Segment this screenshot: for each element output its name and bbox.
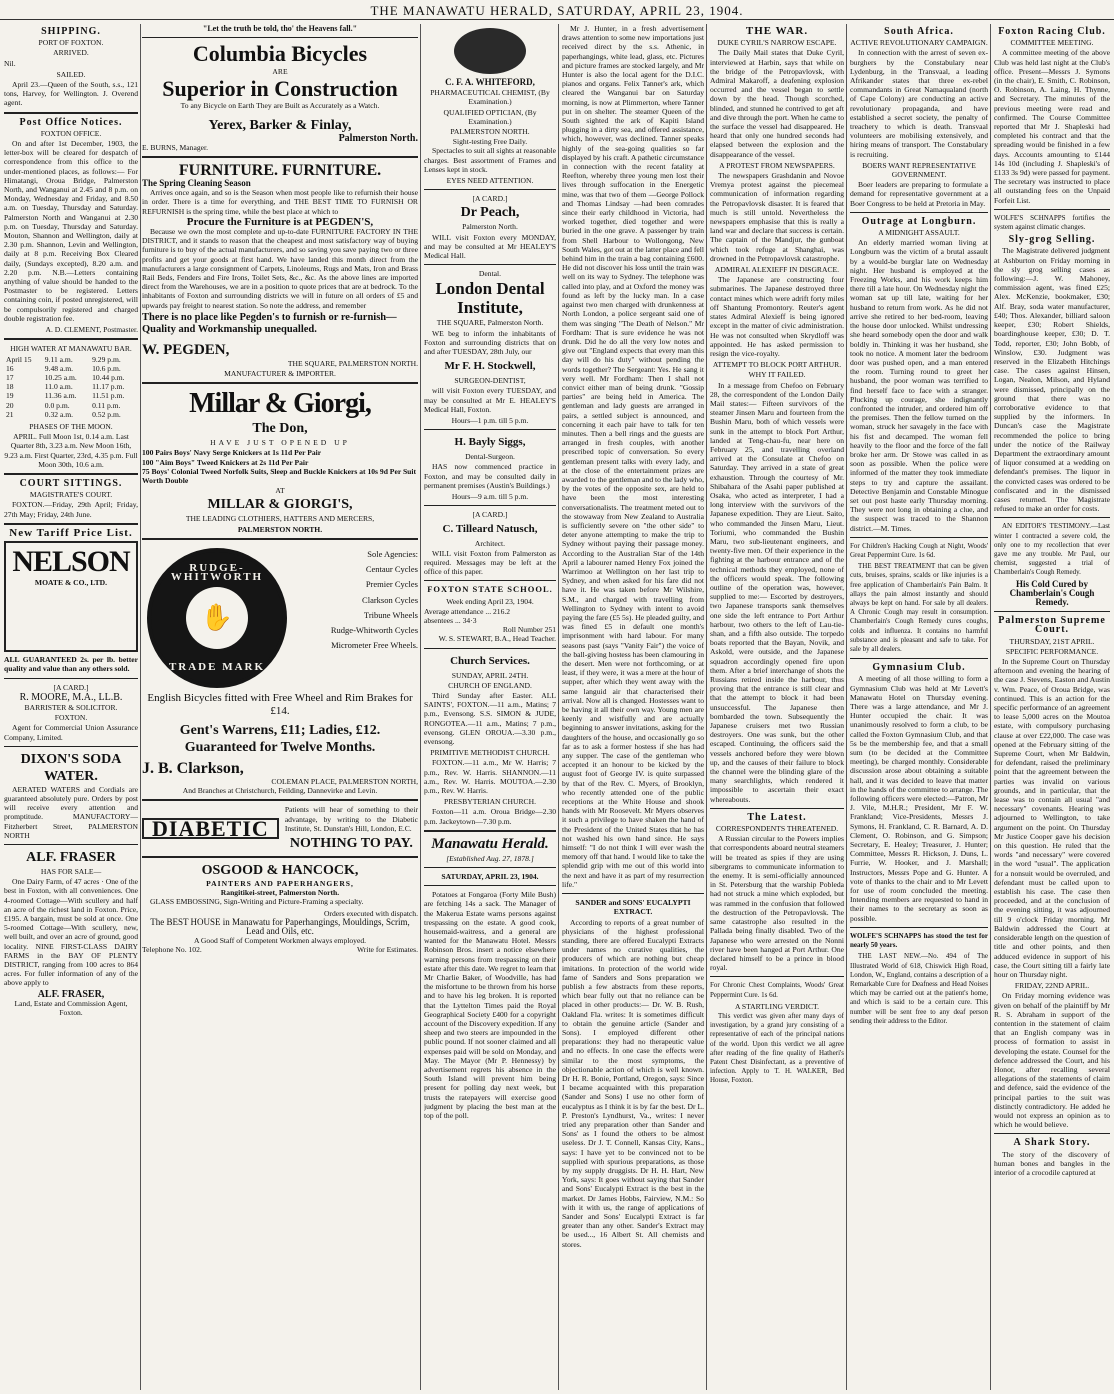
hours: Hours—1 p.m. till 5 p.m. (451, 416, 529, 426)
moore-sub: BARRISTER & SOLICITOR. (24, 702, 118, 712)
sailed-text: April 23.—Queen of the South, s.s., 121 tons, Harvey, for Wellington. J. Overend agent. (4, 80, 138, 108)
pegden-title: W. PEGDEN, (142, 341, 230, 358)
yerex-place: Palmerston North. (338, 132, 418, 144)
superior-title: Superior in Construction (162, 76, 398, 102)
card-label: [A CARD.] (472, 194, 508, 204)
supreme-court-heading: Palmerston Supreme Court. (998, 615, 1106, 636)
tide-cell: 11.51 p.m. (92, 391, 125, 401)
week-ending: Week ending April 23, 1904. (446, 596, 534, 606)
shark-text: The story of the discovery of human bones and bangles in the interior of a crocodile captured at (994, 1149, 1110, 1177)
best-house: The BEST HOUSE in Manawatu for Paperhangings, Mouldings, Scrim, Lead and Oils, etc. (150, 916, 410, 936)
verdict-text: This verdict was given after many days of investigation, by a grand jury consisting of a representative of each of the principal nations of the world. Upon this verdict we all agree after reading of the fine quality of Hatheri's Patent Chest Disinfectant, as a preventive of infection. Apply to T. H. WALKER, Bed House, Foxton. (710, 1011, 844, 1085)
sly-grog-text: The Magistrate delivered judgment at Ashburton on Friday morning in the sly grog selling cases as following:—J. W. Mahoney, commission agent, was fined £25; Alex. McKenzie, bookmaker, £30; Alf. Bray, soda water manufacturer, £40; Thos. Alexander, billiard saloon keeper, £30; Robert Shields, boardinghouse keeper, £30; D. T. Todd, reporter, £30; John Bobb, of Winslow, £30. Judgment was reserved in the Elizabeth Hitchings case. The cases against Hinsen, Logan, Nealon, Milson, and Hyland were dismissed, principally on the ground that there was no corroborative evidence to that supplied by the informers. In Duncan's case the Magistrate recommended the police to bring under the notice of the Railway Department the extraordinary amount of liquor consumed at a wedding on defendant's premises. The liquor in the convicted cases was ordered to be confiscated and in the dismissed cases returned. The Magistrate refused to make an order for costs. (994, 246, 1110, 514)
deafness-ad: THE LAST NEW.—No. 494 of The Illustrated World of 618, Chiswick High Road, London, W., England, contains a description of a Remarkable Cure for Deafness and Head Noises which may be carried out at the patient's home, and which is said to be a certain cure. This number will be sent free to any deaf person sending their address to the Editor. (850, 952, 988, 1025)
tide-table (4, 355, 138, 419)
cofe-heading: CHURCH OF ENGLAND. (448, 680, 532, 690)
boers-sub: BOERS WANT REPRESENTATIVE GOVERNMENT. (862, 160, 976, 180)
port-label: PORT OF FOXTON. (38, 38, 104, 48)
sander-heading: SANDER and SONS' EUCALYPTI EXTRACT. (575, 898, 691, 917)
are-text: ARE (272, 67, 288, 77)
why-sub: WHY IT FAILED. (748, 370, 806, 380)
millar-title: Millar & Giorgi, (189, 388, 371, 420)
tide-heading: HIGH WATER AT MANAWATU BAR. (10, 344, 132, 354)
church-heading: Church Services. (450, 654, 530, 667)
diabetic-text: Patients will hear of something to their advantage, by writing to the Diabetic Institute, St. Dunstan's Hill, London, E.C. (284, 805, 418, 833)
moon-text: APRIL. Full Moon 1st, 0.14 a.m. Last Quarter 8th, 3.23 a.m. New Moon 16th, 9.23 a.m. First Quarter, 23rd, 4.35 p.m. Full Moon 30th, 10.6 a.m. (4, 432, 138, 469)
admiral-sub: ADMIRAL ALEXIEFF IN DISGRACE. (714, 265, 840, 275)
protest-sub: A PROTEST FROM NEWSPAPERS. (719, 160, 835, 170)
tide-cell: 11.17 p.m. (92, 382, 125, 392)
latest-text: A Russian circular to the Powers implies that correspondents aboard neutral steamers will be treated as spies if they are using sibergrams to communicate information to the enemy. It is semi-officially announced in St. Petersburg that the warship Pobleda had not struck a mine which exploded, but was rammed in the confusion that followed the destruction of the Petropavlovsk. The same catastrophe also resulted in the Pallada being finally disabled. Two of the Japanese who were arrested on the Nonni river have been hanged at Port Arthur. One declared himself to be a prince in blood royal. (710, 834, 844, 973)
no-place: There is no place like Pegden's to furnish or re-furnish—Quality and Workmanship unequalled. (142, 311, 397, 335)
column-2 (142, 24, 418, 1390)
stockwell-name: Mr F. H. Stockwell, (444, 360, 536, 373)
schnapps-ad: WOLFE'S SCHNAPPS has stood the test for nearly 50 years. (850, 931, 988, 950)
wheel-top-text: RUDGE-WHITWORTH (170, 561, 264, 584)
moore-name: R. MOORE, M.A., LL.B. (19, 691, 123, 703)
tide-cell: 11.36 a.m. (44, 391, 77, 401)
specific-sub: SPECIFIC PERFORMANCE. (1005, 646, 1099, 656)
tide-row (4, 401, 138, 410)
nelson-title: NELSON (12, 544, 130, 578)
nothing-to-pay: NOTHING TO PAY. (289, 835, 413, 851)
sunday-date: SUNDAY, APRIL 24TH. (451, 670, 529, 680)
pegden-address: THE SQUARE, PALMERSTON NORTH. (287, 358, 418, 368)
optician: QUALIFIED OPTICIAN, (By Examination.) (443, 107, 537, 126)
pharmacist: PHARMACEUTICAL CHEMIST, (By Examination.) (430, 88, 550, 107)
palmerston-north: PALMERSTON NORTH. (237, 524, 323, 534)
peach-place: Palmerston North. (462, 222, 518, 232)
nelson-note: ALL GUARANTEED 2s. per lb. better quality and value than any others sold. (4, 655, 138, 674)
post-sign: A. D. CLEMENT, Postmaster. (45, 325, 138, 335)
primitive-text: FOXTON.—11 a.m., Mr W. Harris; 7 p.m., Rev. W. Harris. SHANNON.—11 a.m., Rev. W. Harris. MOUTOA.—2.30 p.m., Rev. W. Harris. (424, 758, 556, 795)
tide-cell: 19 (6, 391, 14, 401)
tide-cell: 9.29 p.m. (92, 354, 121, 364)
cofe-text: Third Sunday after Easter. ALL SAINTS', FOXTON.—11 a.m., Matins; 7 p.m., Evensong. S.S. SIMON & JUDE, RONGOTEA.—11 a.m., Matins; 7 p.m., evensong. GLEN OROUA.—3.30 p.m., evensong. (424, 690, 556, 746)
clarkson-address: COLEMAN PLACE, PALMERSTON NORTH, (271, 776, 418, 786)
hand-icon: ✋ (186, 587, 248, 649)
cough-text: THE BEST TREATMENT that can be given cuts, bruises, sprains, scalds or like injuries is a free application of Chamberlain's Pain Balm. It allays the pain almost instantly and should always be kept on hand. For sale by all dealers. A Chronic Cough may result in consumption. Chamberlain's Cough Remedy cures coughs, colds and influenza. It contains no harmful substance and is pleasant and safe to take. For sale by all dealers. (850, 562, 988, 653)
procure-text: Because we own the most complete and up-to-date FURNITURE FACTORY IN THE DISTRICT, and it stands to reason that the cheapest and most satisfactory way of buying furniture is to buy of the actual manufacturers, and so saving you save paying two or three profits and get your goods at first hand. We have landed this month direct from the manufacturers a large consignment of Carpets, Linoleums, Rugs and Mats, Iron and Brass Rail Beds, Fenders and Fire Irons, Toilet Sets, &c., &c. As the above lines are imported direct from the Warehouses, we are in a position to quote prices that are at bedrock. To the inhabitants of Foxton and surrounding districts we will in future on all orders of £5 and upwards pay freight to nearest station. So note the address, and remember (142, 227, 418, 310)
tide-cell: 10.6 p.m. (92, 363, 121, 373)
telephone: Telephone No. 102. (142, 945, 202, 955)
local-news-2: Mr J. Hunter, in a fresh advertisement draws attention to some new importations just received direct by the s.s. Athenic, in paperhangings, white lead, glass, etc. Pictures and picture frames are stocked largely, and Mr Hunter is also the local agent for the D.I.C. pianos and organs. Felix Tanner's ark, which cleared the Wanganui bar on Saturday morning, is now at Plimmerton, where Tanner put in on shelter. The steamer Queen of the South sighted the ark of Kapiti Island plugging in a dirty sea, and offered assistance, which, however, was declined. Tanner speaks highly of the sea-going qualities so far displayed by his craft. A pathetic circumstance in connection with the recent fatality at Reefton, whereby three young men lost their lives through suffocation in the Energetic mine, was that two of them —George Pollock and Thomas Lindsay —had been comrades since their early childhood in Victoria, had worked together, died together and were buried in the one grave. A passenger by train from Shell Harbour to Wollongong, New South Wales, got out at the latter place and fell behind him in the train a bag containing £600. He did not discover his loss until the train was well on its way to Sydney. The telephone was called into play, and at Oxford the money was found as left by the lucky man. In a case against two men charged with drunkenness at North London, a police sergeant said one of them was singing "The Death of Nelson." Mr Fordham: That is sure evidence he was not drunk. Did he do all the very low notes and give out "England expects that every man this day will do his duty" without pending the words together? The Sergeant: Yes. He sang it very well. Mr Fordham: Then I shall not convict either man of being drunk. "Gossip parties" are being held in America. The gentleman and lady guests are arranged in pairs, a settled subject is announced, and concerning it each pair have to talk for ten minutes. Then a bell rings and the guests are arranged in fresh couples, with another prescribed topic of conversation. So every gentleman present talks with every lady, and at the close of the entertainment prizes are awarded to the gentleman and to the lady who, by the votes of the opposite sex, are held to have been the most interesting conversationalists. The treatment meted out to the stowaway from New Zealand to Australia is sufficiently severe on "the other side" to deter anyone attempting to make the trip to Sydney without paying their passage money. According to the Australian Star of the 14th April a labourer named Henry Fox joined the Warrimoo at Wellington on her last trip to Sydney, and when asked for his fare did not have it. He was taken before Mr Wilshire, S.M., and charged with travelling from Wellington to Sydney with intent to avoid paying the fare (£5 5s). He pleaded guilty, and was fined £5 in default one month's imprisonment with hard labour. For many seasons past (says "Vanity Fair") the voice of the ball-giving hostess has been clamouring in the desert. Men were not forthcoming, or at least, if they were, it was a mere at the hour of supper, after which they went away with the same languid air that characterised their arrival. Now all is changed. Hostesses want to be having it all their own way. Young men are keenly and wistfully and are actually beginning to answer invitations, asking for the daughters of the house, and occasionally go so far as to ask a former hostess if she has had any supper. The case of the gentleman who accepted it an honour to be kicked by the august foot of George IV. is quite surpassed by that of the Rev. C. Myers, of Brooklyn, who recently attended one of the public receptions at the White House and shook hands with Mr Roosevelt. Mr Myers observes it such a privilege to have shaken the hand of the President of the United States that he has not washed his own hand since. He says himself: "I do not think I will ever wash the memory off that hand. I would like to take the splendid grip with me out of this world into the next and have it as part of my resurrection life." (562, 24, 704, 889)
south-africa-heading: South Africa. (884, 26, 954, 37)
tide-cell: 21 (6, 409, 14, 419)
midnight-sub: A MIDNIGHT ASSAULT. (878, 228, 960, 238)
peppermint-ad: For Chronic Chest Complaints, Woods' Great Peppermint Cure. 1s 6d. (710, 981, 844, 999)
column-5 (710, 24, 844, 1390)
diabetic-box: DIABETIC (142, 818, 279, 839)
clarkson-title: J. B. Clarkson, (142, 759, 244, 777)
tide-cell: 17 (6, 372, 14, 382)
agency-item: Centaur Cycles (365, 564, 418, 575)
sander-text: According to reports of a great number of physicians of the highest professional standing, there are offered Eucalypti Extracts under names no curative qualities, the producers of which are nothing but cheap imitations. In protection of the world wide fame of Sanders and Sons preparation we publish a few abstracts from these reports, which bear fully out that no reliance can be placed in other products:— Dr. W. B. Rush, Oakland Fla. writes: It is sometimes difficult to obtain the genuine article (Sander and Sons). I employed different other preparations: they had no therapeutic value and no effects. In one case the effects were similar to the most symptoms, the objectionable action of which is well known. Dr H. R. Bonie, Portland, Oregon, says: Since I became acquainted with this preparation (Sander and Sons) I use no other form of eucalyptus as I think it is by far the best. Dr L. P. Preston's Lyndhurst, Va., writes: I never tried any preparation other than Sander and Sons' as I found the others to be almost useless. Dr J. T. Connell, Kansas City, Kans., says: I have yet to be convinced not to be supplied with spurious preparations, as those by my supply druggists. Dr H. H. Hart, New York, says: It goes without saying that Sander and Sons' Eucalypti Extract is the best in the market. Dr James Hobbs, Fairview, N.M.: So with it with us, the range of applications of Sander and Sons' Eucalypti Extract is far greater than any other. Sander's Extract may be used..., 16 Albert St. All chemists and stores. (562, 917, 704, 1249)
spring-text: Arrives once again, and so is the Season when most people like to refurnish their house in order. There is a time for everything, and THE BEST TIME TO FURNISH OR REFURNISH is the spring time, while the best place at which to (142, 188, 418, 216)
siggs-hours: Hours—9 a.m. till 5 p.m. (451, 492, 529, 502)
osgood-title: OSGOOD & HANCOCK, (201, 862, 359, 878)
outrage-heading: Outrage at Longburn. (861, 215, 977, 227)
card-label-2: [A CARD.] (472, 510, 508, 520)
spectacles-text: Spectacles to suit all sights at reasonable charges. Best assortment of Frames and Lenses kept in stock. (424, 146, 556, 174)
duke-sub: DUKE CYRIL'S NARROW ESCAPE. (717, 38, 837, 48)
spring-title: The Spring Cleaning Season (142, 178, 251, 189)
moore-text: Agent for Commercial Union Assurance Company, Limited. (4, 723, 138, 742)
presbyterian-text: Foxton—11 a.m. Oroua Bridge—2.30 p.m. Jackeytown—7.30 p.m. (424, 807, 556, 826)
presbyterian-heading: PRESBYTERIAN CHURCH. (444, 797, 536, 807)
portrait-image (454, 28, 526, 74)
court-heading: COURT SITTINGS. (19, 477, 123, 489)
verdict-heading: A STARTLING VERDICT. (734, 1001, 820, 1011)
cold-cured: His Cold Cured by Chamberlain's Cough Remedy. (1009, 578, 1095, 607)
millar-title-2: MILLAR & GIORGI'S, (207, 497, 353, 513)
tide-cell: 9.11 a.m. (44, 354, 73, 364)
masthead: THE MANAWATU HERALD, SATURDAY, APRIL 23, 1904. (0, 0, 1114, 20)
peach-text: WILL visit Foxton every MONDAY, and may be consulted at Mr HEALEY'S Medical Hall. (424, 232, 556, 261)
tide-cell: 10.25 a.m. (44, 372, 77, 382)
friday-text: On Friday morning evidence was given on behalf of the plaintiff by Mr R. S. Abraham in support of the contention in the statement of claim that an English company was in process of formation to assist in developing the estate. Counsel for the defence addressed the Court, and his Honor, after recalling several allegations of the statements of claim and defence, said the evidence of the principal parties to the suit was distinctly contradictory. He added he would not express an opinion as to which he would believe. (994, 991, 1110, 1130)
sailed-label: SAILED. (56, 69, 86, 79)
nelson-company: MOATE & CO., LTD. (34, 577, 108, 587)
fraser-role: Land, Estate and Commission Agent, Foxton. (14, 998, 128, 1018)
issue-date: SATURDAY, APRIL 23, 1904. (441, 871, 539, 881)
post-sub: FOXTON OFFICE. (40, 128, 102, 138)
wolfe-ad: WOLFE'S SCHNAPPS fortifies the system against climatic changes. (994, 213, 1110, 232)
staff-text: A Good Staff of Competent Workmen always employed. (193, 936, 367, 946)
roll-number: Roll Number 251 (502, 625, 556, 635)
fraser-foot: ALF. FRASER, (37, 988, 105, 1000)
surgeon-dentist: SURGEON-DENTIST, (454, 376, 526, 386)
tide-cell: 0.0 p.m. (44, 400, 70, 410)
tariff-heading: New Tariff Price List. (9, 526, 133, 539)
don-title: The Don, (252, 421, 308, 437)
editor-testimony: AN EDITOR'S TESTIMONY.—Last winter I contracted a severe cold, the only one to my recollection that ever gave me any trouble. Mr Paul, our chemist, suggested a trial of Chamberlain's Cough Remedy. (994, 522, 1110, 577)
manager: E. BURNS, Manager. (142, 142, 209, 152)
latest-heading: The Latest. (747, 811, 807, 823)
natusch-text: WILL visit Foxton from Palmerston as required. Messages may be left at the office of this paper. (424, 548, 556, 577)
fraser-sub: HAS FOR SALE— (40, 867, 102, 876)
tide-row (4, 364, 138, 373)
protest-text: The newspapers Grashdanin and Novoe Vremya protest against the piecemeal communication of information regarding the Petropavlovsk disaster. It is feared that much is still untold. Nevertheless the newspapers emphasise that this is really a land war and declare that success is certain. The captain of the Mandjur, the gunboat which took refuge at Shanghai, was drowned in the Petropavlovsk catastrophe. (710, 171, 844, 263)
tide-cell: 11.0 a.m. (44, 382, 73, 392)
procure-title: Procure the Furniture is at PEGDEN'S, (186, 215, 374, 228)
cough-ad: For Children's Hacking Cough at Night, Woods' Great Peppermint Cure. 1s 6d. (850, 541, 988, 559)
court-sub: MAGISTRATE'S COURT. (29, 490, 113, 500)
attempt-text: In a message from Chefoo on February 28, the correspondent of the London Daily Mail states:— Fifteen survivors of the steamer Jinsen Maru and fourteen from the Bushin Maru, both of which vessels were sunk in the attempt to block Port Arthur, landed at Teng-chau-fu, near here on February 25, and travelling overland arrived at the Consulate at Chefoo on Saturday. They arrived in a state of great exhaustion. Through the courtesy of Mr. Shibahara of the Asahi paper published at Osaka, who acted as interpreter, I had a long interview with the survivors of the Japanese expedition. They are Lieut. Saito, who commanded the Jinsen Maru, Lieut. Toriumi, who commanded the Bushin Maru, two sub-lieutenant engineers, and twenty-five men. Of their experience in the fighting at the harbour entrance and of the technical methods they employed, none of the officers would speak. The following outline of the operation was, however, supplied to me:— Escorted by destroyers, two Japanese transports sank themselves one side the left entrance to Port Arthur harbour, two others to the left of Lau-tie-shan, and a fifth also outside. The torpedo boats reported that the Bayan, Novik, and Askold, were outside, and the Japanese squadron accordingly opened fire upon them. After a brief interchange of shots the Russians retired inside the harbour, thus proving that the entrance is still clear and that the attempt to block it had been unsuccessful. The Japanese then bombarded the town. Subsequently the Japanese cruisers met two Russian destroyers. One was sunk, but the other escaped. Continuing, the officers said the vessels anchored before they were blown up, and the causes of their failure to block the channel were the blinding glare of the many searchlights, which rendered it impossible to ascertain their exact whereabouts. (710, 380, 844, 804)
tide-cell: 0.32 a.m. (44, 409, 74, 419)
primitive-heading: PRIMITIVE METHODIST CHURCH. (430, 748, 550, 758)
agency-item: Rudge-Whitworth Cycles (330, 624, 418, 635)
tide-cell: 0.11 p.m. (92, 400, 121, 410)
agency-item: Tribune Wheels (363, 609, 418, 620)
head-teacher: W. S. STEWART, B.A., Head Teacher. (438, 634, 556, 644)
friday-sub: FRIDAY, 22ND APRIL. (1014, 981, 1090, 991)
war-heading: THE WAR. (745, 25, 809, 37)
school-heading: FOXTON STATE SCHOOL. (427, 584, 553, 595)
gymnasium-heading: Gymnasium Club. (872, 662, 966, 674)
agency-item: Premier Cycles (365, 579, 418, 590)
column-4 (562, 24, 704, 1390)
natusch-name: C. Tilleard Natusch, (442, 522, 538, 535)
wheel-icon (147, 548, 287, 688)
racing-heading: Foxton Racing Club. (998, 26, 1106, 37)
dixon-title: DIXON'S SODA WATER. (20, 751, 122, 784)
boers-text: Boer leaders are preparing to formulate a demand for representative government at a Boer Congress to be held at Pretoria in May. (850, 180, 988, 208)
stockwell-text: will visit Foxton every TUESDAY, and may be consulted at Mr E. HEALEY'S Medical Hall, Foxton. (424, 386, 556, 414)
glass-text: GLASS EMBOSSING, Sign-Writing and Picture-Framing a specialty. (150, 897, 364, 907)
agency-item: Micrometer Free Wheels. (331, 640, 418, 651)
architect: Architect. (474, 538, 506, 548)
peach-name: Dr Peach, (460, 205, 520, 221)
admiral-text: The Japanese are constructing four submarines. The Japanese destroyed three contact mines which were adrift forty miles off Shantung Promontory. Reuter's agent states Admiral Alexieff is being ignored except in the matter of civic administration. He was not consulted when Skrydloff was appointed. He has asked permission to resign the vice-royalty. (710, 275, 844, 358)
boys-line-2: 100 "Aim Boys" Tweed Knickers at 2s 11d Per Pair (142, 457, 309, 467)
whiteford-name: C. F. A. WHITEFORD, (445, 77, 535, 87)
gents-price: Gent's Warrens, £11; Ladies, £12. (179, 722, 381, 738)
square-place: THE SQUARE, Palmerston North. (436, 318, 544, 328)
tide-row (4, 373, 138, 382)
agencies-list (308, 544, 418, 656)
write-estimates: Write for Estimates. (356, 945, 418, 955)
painters: PAINTERS AND PAPERHANGERS, (206, 878, 354, 888)
columbia-title: Columbia Bicycles (192, 41, 368, 67)
guaranteed: Guaranteed for Twelve Months. (184, 739, 376, 755)
pegden-sub: MANUFACTURER & IMPORTER. (224, 369, 336, 379)
herald-title: Manawatu Herald. (431, 835, 549, 852)
eyes-attention: EYES NEED ATTENTION. (446, 176, 534, 186)
column-3 (424, 24, 556, 1390)
motto: "Let the truth be told, tho' the Heavens fall." (202, 24, 358, 33)
rudge-whitworth-logo (142, 548, 292, 688)
tide-cell: 10.44 p.m. (92, 372, 125, 382)
tide-cell: 9.48 a.m. (44, 363, 74, 373)
established: [Established Aug. 27, 1878.] (446, 853, 534, 863)
nil-text: Nil. (4, 58, 16, 68)
furniture-title: FURNITURE. FURNITURE. (178, 162, 382, 180)
english-bicycles: English Bicycles fitted with Free Wheel and Rim Brakes for £14. (147, 691, 413, 717)
opened-text: HAVE JUST OPENED UP (210, 438, 350, 448)
tide-cell: 20 (6, 400, 14, 410)
fraser-text: One Dairy Farm, of 47 acres · One of the best in Foxton, with all conveniences. One 4-roomed Cottage—With scullery and half an acre of the richest land in Foxton. Price, £195. A bargain, must be sold at once. One 5-roomed Cottage—With scullery, new, well built, and over an acre of ground, good locality. NINE FIRST-CLASS DAIRY FARMS in the BAY OF PLENTY DISTRICT, ranging from 100 acres to 864 acres. For fuller information of any of the above apply to (4, 877, 138, 988)
moore-card: [A CARD.] (53, 682, 89, 692)
siggs-name: H. Bayly Siggs, (454, 436, 526, 449)
london-text: WE beg to inform the inhabitants of Foxton and surrounding districts that on and after TUESDAY, 28th July, our (424, 328, 556, 357)
court-text: FOXTON.—Friday, 29th April; Friday, 27th May; Friday, 24th June. (4, 500, 138, 519)
dixon-text: AERATED WATERS and Cordials are guaranteed absolutely pure. Orders by post will receive every attention and promptitude. MANUFACTORY—Fitzherbert Street, PALMERSTON NORTH (4, 784, 138, 840)
court-text: In the Supreme Court on Thursday afternoon and evening the hearing of the case J. Stevens, Easton and Austin v. Wm. Peace, of Oroua Bridge, was continued. This is an action for the specific performance of an agreement to lease 5,000 acres on the Moutoa estate, with compulsory purchasing clause at over £22,000. The case was opened at the February sitting of the Supreme Court, when Mr Baldwin, for defendant, raised the preliminary point that the agreement between the parties was invalid on various grounds, and in particular, that the lease was to contain all usual "and necessary" covenants. Hearing was adjourned to Wellington, to take argument on the point. On Thursday Mr Justice Cooper gave his decision on this question. He ruled that the words "and necessary" were covered in the word "usual". The application for a nonsuit would be overruled, and defendant must be called upon to establish his case. The case then proceeded, and at the conclusion of the evening sitting, it was adjourned till 9 o'clock Friday morning. Mr Baldwin addressed the Court at considerable length on the question of title and other points, and then adduced evidence in support of his case, the Court sitting till a fairly late hour on Thursday night. (994, 657, 1110, 979)
london-dental: London Dental Institute, (435, 279, 545, 318)
fraser-title: ALF. FRASER (26, 850, 116, 865)
dental-label: Dental. (478, 269, 502, 279)
post-heading: Post Office Notices. (19, 116, 123, 128)
siggs-sub: Dental-Surgeon. (465, 452, 515, 462)
post-text: On and after 1st December, 1903, the letter-box will be cleared for despatch of correspondence from this office to the under-mentioned places, as follows:— For Himatangi, Oroua Bridge, Palmerston North, and Wanganui at 2.45 and 8 p.m. on Monday, Wednesday and Friday, and 8.50 a.m. on Tuesday, Thursday and Saturday. Palmerston North and Wanganui at 2.30 p.m. on Tuesday, Thursday and Saturday. Mouton, Shannon and Wellington, daily at 2.30 p.m. Shannon, Levin and Wellington, daily at 8 p.m. Receiving Box Cleared daily, (Sundays excepted), 8.20 a.m. and 2.20 p.m. N.B.—Letters containing anything of value should be handed to the Postmaster to be registered. Letters containing coin, if posted unregistered, will be compulsorily registered and charged double registration fee. (4, 139, 138, 323)
shipping-heading: SHIPPING. (41, 26, 101, 37)
boys-line-3: 75 Boys' Colonial Tweed Norfolk Suits, Sleep and Buckle Knickers at 10s 9d Per Suit Worth Double (142, 466, 417, 486)
committee-sub: COMMITTEE MEETING. (1010, 38, 1094, 48)
tide-row (4, 382, 138, 391)
arrived-label: ARRIVED. (53, 48, 89, 58)
correspondents-sub: CORRESPONDENTS THREATENED. (715, 824, 839, 834)
column-1 (4, 24, 138, 1390)
column-7 (994, 24, 1110, 1390)
whiteford-place: PALMERSTON NORTH. (450, 127, 530, 137)
sight-testing: Sight-testing Free Daily. (452, 137, 528, 147)
branches: And Branches at Christchurch, Feilding, Dannevirke and Levin. (182, 786, 378, 796)
shark-heading: A Shark Story. (1013, 1137, 1091, 1149)
thursday-sub: THURSDAY, 21ST APRIL. (1009, 636, 1095, 646)
rangitikei: Rangitikei-street, Palmerston North. (220, 888, 340, 898)
tide-cell: April 15 (6, 354, 32, 364)
clothiers: THE LEADING CLOTHIERS, HATTERS AND MERCERS, (185, 514, 375, 524)
tide-row (4, 391, 138, 400)
average-attendance: Average attendance ... 216.2 (424, 606, 511, 616)
moore-place: FOXTON. (54, 713, 88, 723)
yerex-title: Yerex, Barker & Finlay, (208, 117, 352, 133)
any-bicycle: To any Bicycle on Earth They are Built as Accurately as a Watch. (180, 101, 380, 111)
sole-label: Sole Agencies: (367, 548, 418, 559)
agency-item: Clarkson Cycles (362, 594, 418, 605)
tide-row (4, 355, 138, 364)
column-6 (850, 24, 988, 1390)
tide-cell: 18 (6, 382, 14, 392)
racing-text: A committee meeting of the above Club was held last night at the Club's office. Present—Messrs J. Symons (in the chair), E. Smith, C. Robinson, O. Robinson, A. Laing, H. Thynne, and Secretary. The minutes of the previous meeting were read and confirmed. The Course Committee reported that Mr J. Shapleski had completed his contract and that the spreading would be finished in a few days. Accounts amounting to £144 14s 10d (including J. Shapleski's of £133 3s 9d) were passed for payment. The secretary was instructed to place all outstanding fees on the Unpaid Forfeit List. (994, 48, 1110, 205)
siggs-text: HAS now commenced practice in Foxton, and may be consulted daily in permanent premises (Austin's Buildings.) (424, 462, 556, 490)
boys-line-1: 100 Pairs Boys' Navy Serge Knickers at 1s 11d Per Pair (142, 448, 322, 458)
wheel-bottom-text: TRADE MARK (168, 660, 266, 673)
south-africa-text: In connection with the arrest of seven ex-burghers by the Constabulary near Lydenburg, in the Transvaal, a leading Afrikander states that three ex-rebel commandants in Great Namaqualand (north of Cape Colony) are conducting an active revolutionary propaganda, and have established a secret society, the penalty of treachery to which is death. Transvaal volunteers are mobilising extensively, and hiring means of transport. The Constabulary is recruiting. (850, 48, 988, 159)
tide-cell: 0.52 p.m. (92, 409, 121, 419)
tide-cell: 16 (6, 363, 14, 373)
sly-grog-heading: Sly-grog Selling. (1008, 234, 1096, 246)
war-text: The Daily Mail states that Duke Cyril, interviewed at Harbin, says that while on the bridge of the Petropavlovsk, with Admiral Makaroff, a deafening explosion occurred and the vessel began to settle down by the head. Though scorched, blinded, and stunned he contrived to get aft and dive through the port. When he came to the surface the vessel had disappeared. He heard that only one hundred seconds had elapsed between the explosion and the disappearance of the vessel. (710, 48, 844, 159)
at-text: AT (275, 486, 285, 496)
active-sub: ACTIVE REVOLUTIONARY CAMPAIGN. (850, 38, 988, 48)
attempt-sub: ATTEMPT TO BLOCK PORT ARTHUR. (712, 360, 842, 370)
outrage-text: An elderly married woman living at Longburn was the victim of a brutal assault by a would-be burglar late on Wednesday night. Her husband is employed at the Freezing Works, and his work keeps him there till a late hour. On Wednesday night the woman sat up till late, waiting for her husband to return from work. As he did not arrive she retired to her bed-room, leaving the house door unlocked. Whilst undressing she heard somebody open the door and walk boldly in. Thinking it was her husband, she took no notice. A moment later the bedroom door was pushed open, and a man entered the room. Turning round to greet her husband, the poor woman was terrified to find herself face to face with a stranger. Plucking up courage, she indignantly confronted the intruder, and ordered him off the premises. Then the fellow turned on the woman, struck her savagely in the face with his fist and decamped. The woman fell heavily to the floor and the force of the fall broke her arm. Dr Stowe was called in as soon as possible. When the police were informed of the matter they took immediate steps to try and capture the assailant. Detective Benjamin and Constable Minogue set out post haste early Thursday morning. They were not long in obtaining a clue, and the suspect was traced to the Shannon district.—M. Times. (850, 238, 988, 533)
gymnasium-text: A meeting of all those willing to form a Gymnasium Club was held at Mr Levett's Manawatu Hotel on Thursday evening. There was a large attendance, and Mr J. Hunter occupied the chair. It was unanimously resolved to form a club, to be called the Foxton Gymnasium Club, and that 5s be the membership fee, and that a small sum (to be decided at the Committee meeting), be charged monthly. Considerable discussion arose about obtaining a suitable hall, and it was decided to leave that matter in the hands of the committee to arrange. The following officers were elected:—Patron, Mr J. Vile, M.H.R.; President, Mr F. W. Frankland; Vice-Presidents, Messrs J. Symons, H. Frankland, C. R. Barnard, A. D. Clement, O. Robinson, and G. Simpson; Secretary, E. Healey; Treasurer, J. Hunter; Committee, Messrs R. Hickson, J. Duns, L. Furrie, W. Hooker, and J. Marshall; Instructors, Messrs Pope and G. Hunter. A vote of thanks to the chair and to Mr Levett for use of room concluded the meeting. Intending members are requested to hand in their names to the secretary as soon as possible. (850, 674, 988, 923)
local-news: Potatoes at Fongaroa (Forty Mile Bush) are fetching 14s a sack. The Manager of the Makerua Estate warns persons against trespassing on the estate. A good cook, housemaid-waitress, and a general are wanted for the Manawatu Hotel. Messrs Robinson Bros. insert a notice elsewhere warning persons from trespassing on their estate after this date. We regret to learn that Mr Charlie Baker, of Woodville, has had the misfortune to be thrown from his horse and to have his leg broken. It is reported that the Lyttelton Times paid the Royal Geographical Society £400 for a copyright account of the Discovery expedition. If any sheep and two steers are impounded in the public pound. If not sooner claimed and all expenses paid will be sold on Monday, and May. The Mayor (Mr P. Hennessy) by advertisement regrets his absence in the South Island will prevent him being present for polling day next week, but trusts the ratepayers will exercise good judgment by placing the best man at the top of the poll. (424, 890, 556, 1121)
moon-heading: PHASES OF THE MOON. (29, 421, 113, 431)
orders-text: Orders executed with dispatch. (323, 908, 418, 918)
tide-row (4, 410, 138, 419)
absentees: absentees ... 34·3 (424, 615, 477, 625)
nelson-ad (4, 541, 138, 652)
